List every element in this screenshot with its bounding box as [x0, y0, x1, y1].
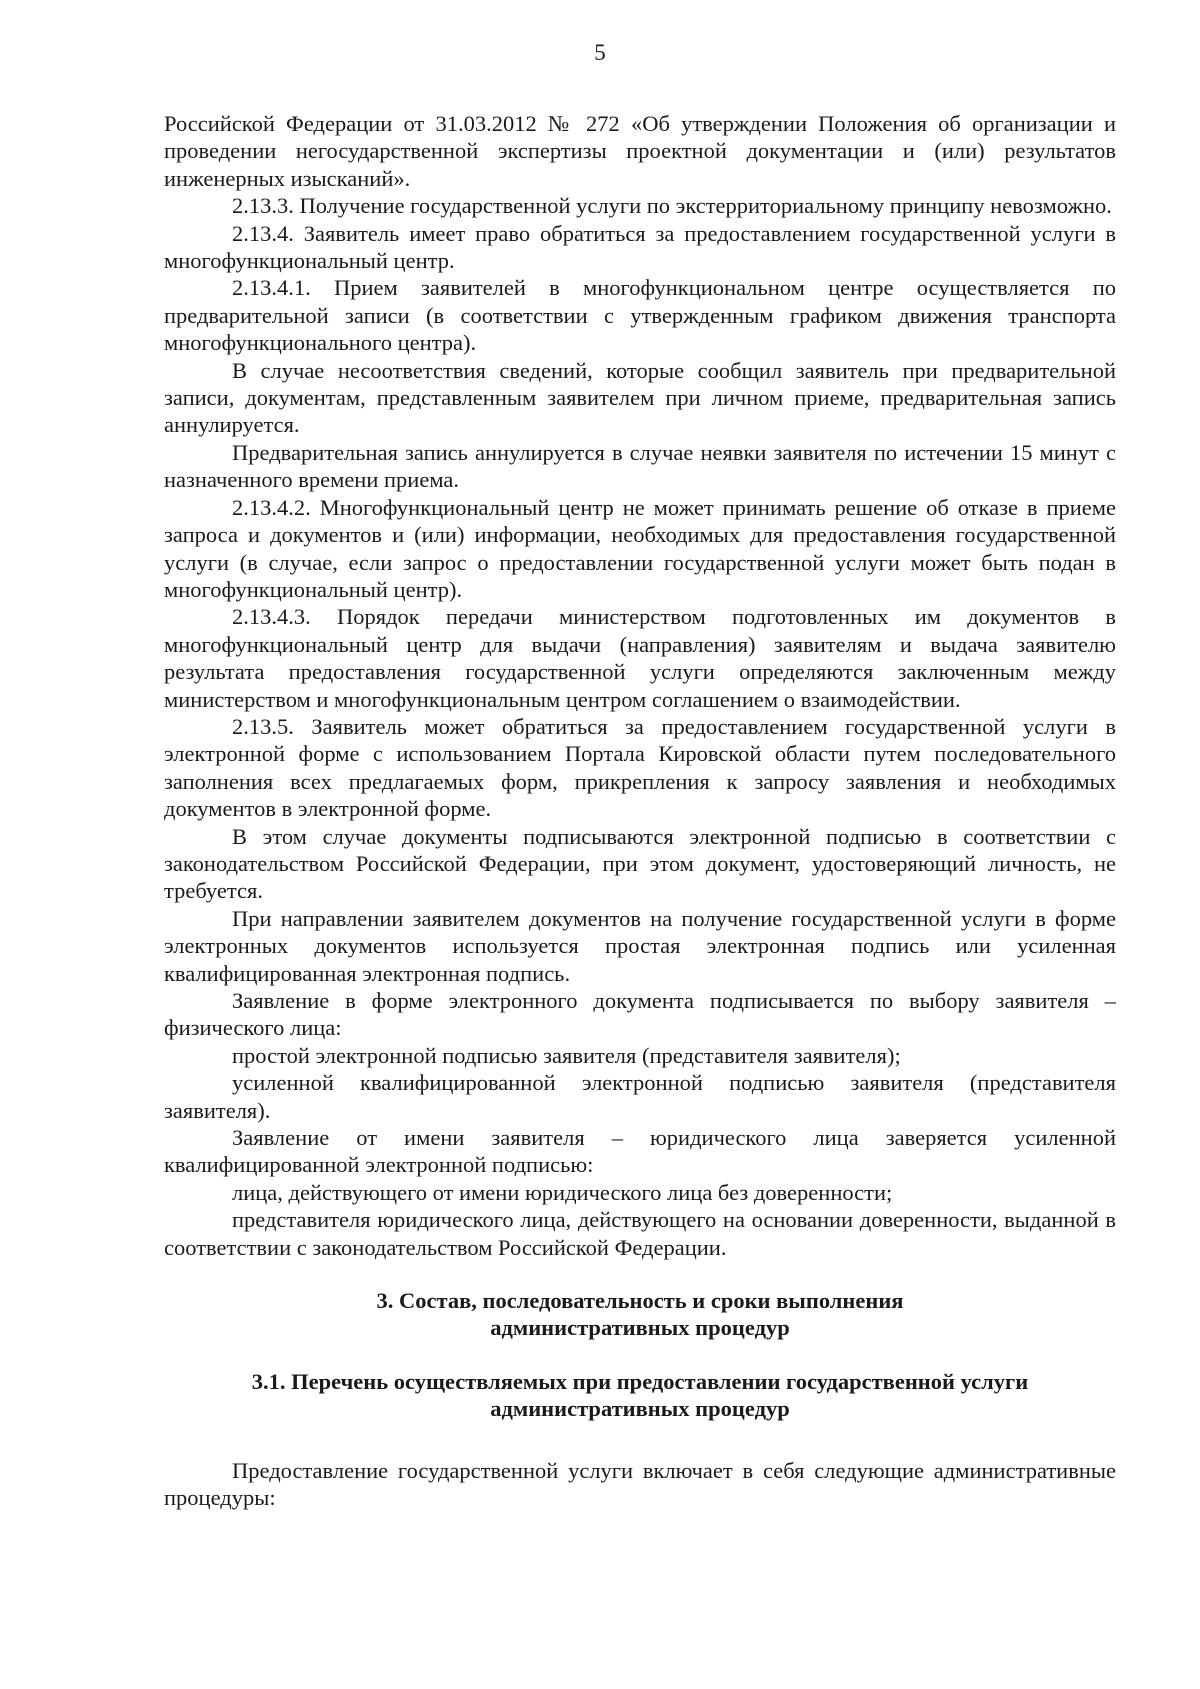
paragraph-2-13-5: 2.13.5. Заявитель может обратиться за предоставлением государственной услуги в электронной форме с использованием Портала Кировской области путем последовательного заполнения всех предлагаемых форм, прикрепления к запросу заявления и необходимых документов в электронной форме.	[164, 713, 1116, 822]
paragraph-individual: Заявление в форме электронного документа подписывается по выбору заявителя – физического лица:	[164, 988, 1116, 1041]
paragraph-legal-entity: Заявление от имени заявителя – юридического лица заверяется усиленной квалифицированной электронной подписью:	[164, 1125, 1116, 1178]
paragraph-simple-signature: При направлении заявителем документов на получение государственной услуги в форме электронных документов используется простая электронная подпись или усиленная квалифицированная электронная подпись.	[164, 905, 1116, 986]
document-body	[164, 110, 1116, 1512]
section-3-1-heading-line2: административных процедур	[490, 1396, 790, 1422]
paragraph-continuation: Российской Федерации от 31.03.2012 № 272 «Об утверждении Положения об организации и проведении негосударственной экспертизы проектной документации и (или) результатов инженерных изысканий».	[164, 111, 1116, 191]
paragraph-2-13-4-2: 2.13.4.2. Многофункциональный центр не может принимать решение об отказе в приеме запроса и документов и (или) информации, необходимых для предоставления государственной услуги (в случае, если запрос о предоставлении государственной услуги может быть подан в многофункциональный центр).	[164, 494, 1116, 602]
section-3-1-heading-line1: 3.1. Перечень осуществляемых при предоставлении государственной услуги	[251, 1368, 1029, 1394]
section-3-heading-line2: административных процедур	[490, 1315, 790, 1341]
paragraph-simple-sig-item: простой электронной подписью заявителя (представителя заявителя);	[232, 1042, 901, 1068]
section-3-1-heading	[164, 1368, 1116, 1423]
paragraph-2-13-4-3: 2.13.4.3. Порядок передачи министерством подготовленных им документов в многофункциональный центр для выдачи (направления) заявителям и выдача заявителю результата предоставления государственной услуги определяются заключенным между министерством и многофункциональным центром соглашением о взаимодействии.	[164, 604, 1116, 712]
page-number: 5	[594, 40, 606, 65]
section-3-heading-line1: 3. Состав, последовательность и сроки выполнения	[376, 1288, 904, 1314]
paragraph-2-13-4-1: 2.13.4.1. Прием заявителей в многофункциональном центре осуществляется по предварительной записи (в соответствии с утвержденным графиком движения транспорта многофункционального центра).	[164, 275, 1116, 356]
paragraph-no-show: Предварительная запись аннулируется в случае неявки заявителя по истечении 15 минут с назначенного времени приема.	[164, 439, 1116, 493]
section-3-heading	[164, 1287, 1116, 1342]
paragraph-2-13-4: 2.13.4. Заявитель имеет право обратиться за предоставлением государственной услуги в многофункциональный центр.	[164, 220, 1116, 274]
paragraph-no-power-of-attorney: лица, действующего от имени юридического лица без доверенности;	[232, 1179, 893, 1205]
paragraph-representative: представителя юридического лица, действующего на основании доверенности, выданной в соответствии с законодательством Российской Федерации.	[164, 1207, 1116, 1260]
paragraph-procedures-intro: Предоставление государственной услуги включает в себя следующие административные процедуры:	[164, 1457, 1116, 1511]
paragraph-2-13-3: 2.13.3. Получение государственной услуги по экстерриториальному принципу невозможно.	[232, 193, 1112, 219]
paragraph-mismatch: В случае несоответствия сведений, которые сообщил заявитель при предварительной записи, документам, представленным заявителем при личном приеме, предварительная запись аннулируется.	[164, 357, 1116, 438]
paragraph-qualified-sig-item: усиленной квалифицированной электронной подписью заявителя (представителя заявителя).	[164, 1070, 1116, 1123]
paragraph-signature: В этом случае документы подписываются электронной подписью в соответствии с законодательством Российской Федерации, при этом документ, удостоверяющий личность, не требуется.	[164, 823, 1116, 904]
